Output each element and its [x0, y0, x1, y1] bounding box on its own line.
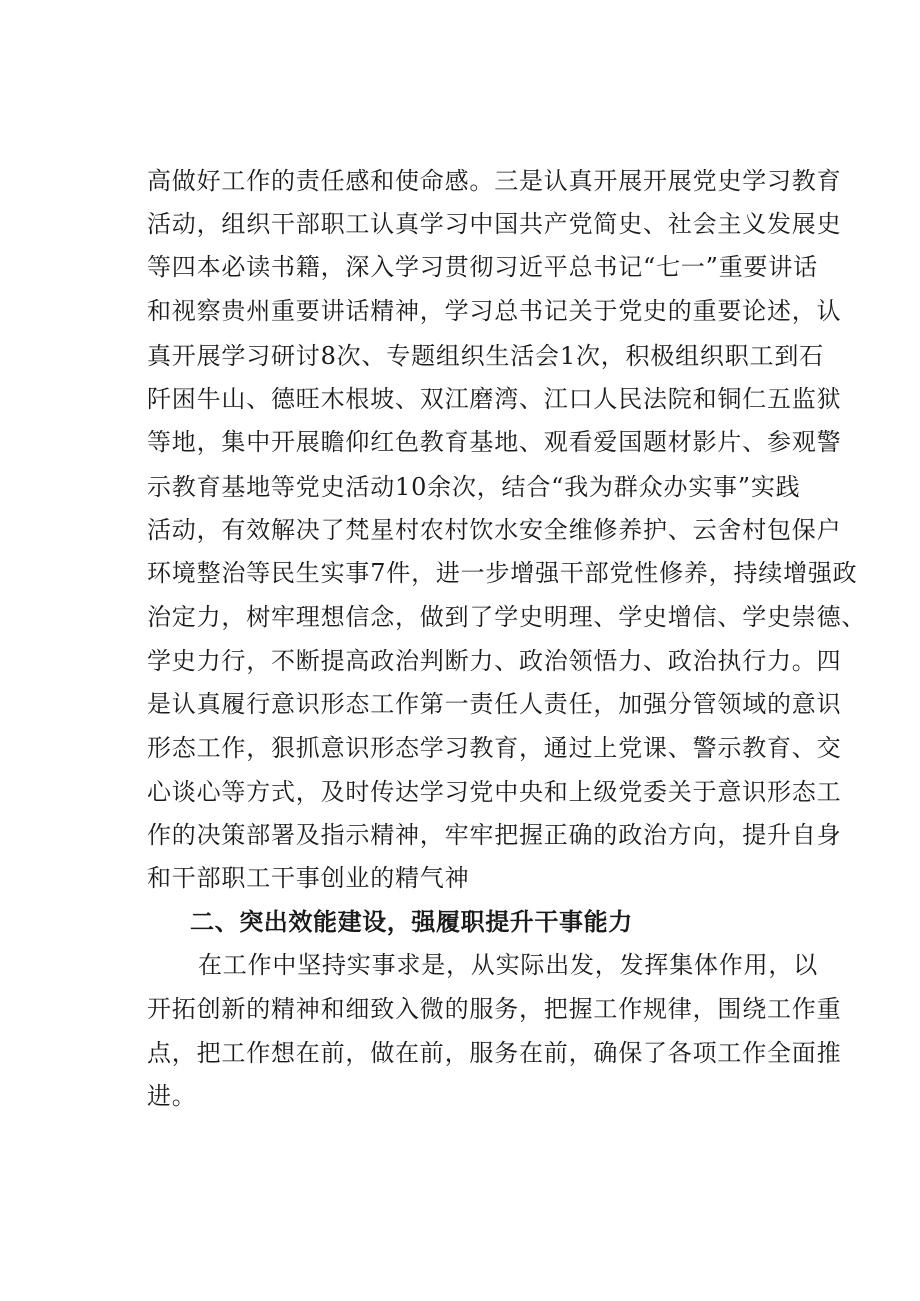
paragraph-line: 活动，组织干部职工认真学习中国共产党简史、社会主义发展史: [147, 210, 842, 238]
section-heading: 二、突出效能建设，强履职提升干事能力: [190, 908, 633, 936]
paragraph-line: 和视察贵州重要讲话精神，学习总书记关于党史的重要论述，认: [147, 297, 842, 325]
paragraph-line: 在工作中坚持实事求是，从实际出发，发挥集体作用，以: [198, 951, 818, 979]
paragraph-line: 治定力，树牢理想信念，做到了学史明理、学史增信、学史崇德、: [147, 603, 867, 631]
paragraph-line: 作的决策部署及指示精神，牢牢把握正确的政治方向，提升自身: [147, 821, 842, 849]
paragraph-line: 心谈心等方式，及时传达学习党中央和上级党委关于意识形态工: [147, 778, 842, 806]
paragraph-line: 和干部职工干事创业的精气神: [147, 864, 470, 892]
paragraph-line: 阡困牛山、德旺木根坡、双江磨湾、江口人民法院和铜仁五监狱: [147, 385, 842, 413]
paragraph-line: 进。: [147, 1082, 197, 1110]
paragraph-line: 形态工作，狠抓意识形态学习教育，通过上党课、警示教育、交: [147, 734, 842, 762]
paragraph-line: 开拓创新的精神和细致入微的服务，把握工作规律，围绕工作重: [147, 995, 842, 1023]
paragraph-line: 示教育基地等党史活动10余次，结合“我为群众办实事”实践: [147, 473, 801, 501]
paragraph-line: 高做好工作的责任感和使命感。三是认真开展开展党史学习教育: [147, 167, 842, 195]
paragraph-line: 学史力行，不断提高政治判断力、政治领悟力、政治执行力。四: [147, 647, 842, 675]
paragraph-line: 活动，有效解决了梵星村农村饮水安全维修养护、云舍村包保户: [147, 516, 842, 544]
paragraph-line: 真开展学习研讨8次、专题组织生活会1次，积极组织职工到石: [147, 342, 824, 370]
paragraph-line: 等四本必读书籍，深入学习贯彻习近平总书记“七一”重要讲话: [147, 253, 818, 281]
paragraph-line: 等地，集中开展瞻仰红色教育基地、观看爱国题材影片、参观警: [147, 428, 842, 456]
paragraph-line: 环境整治等民生实事7件，进一步增强干部党性修养，持续增强政: [147, 559, 858, 587]
paragraph-line: 是认真履行意识形态工作第一责任人责任，加强分管领域的意识: [147, 690, 842, 718]
paragraph-line: 点，把工作想在前，做在前，服务在前，确保了各项工作全面推: [147, 1039, 842, 1067]
